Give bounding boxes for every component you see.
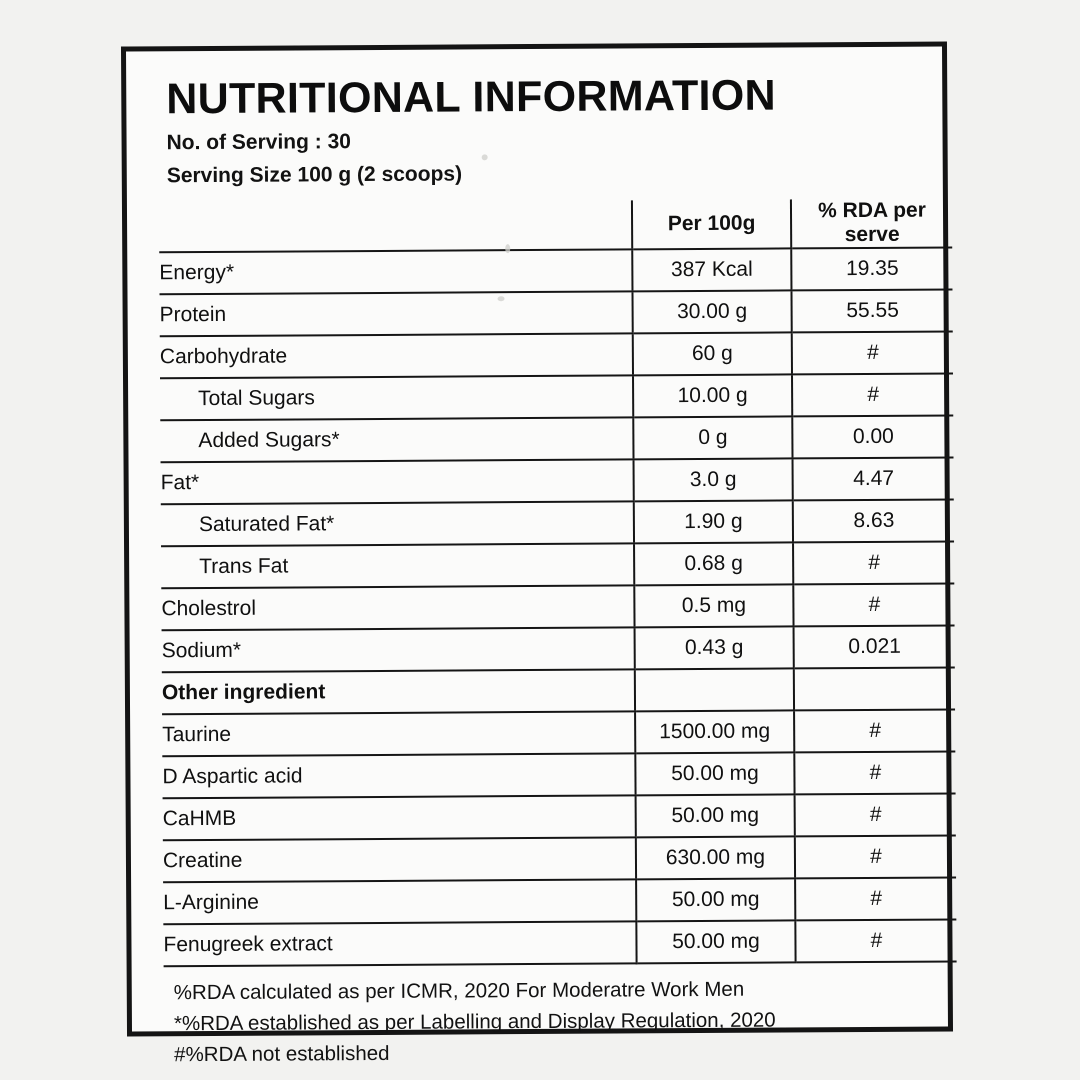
- table-row: [161, 583, 954, 630]
- nutrition-table: [159, 198, 957, 967]
- nutrient-rda: #: [793, 583, 954, 626]
- nutrient-name: Fenugreek extract: [163, 921, 636, 966]
- nutrient-per-100g: 630.00 mg: [636, 836, 795, 879]
- table-row: [162, 625, 955, 672]
- nutrient-name: Protein: [159, 291, 632, 336]
- table-row: [161, 541, 954, 588]
- nutrient-per-100g: 50.00 mg: [636, 794, 795, 837]
- photo-speck: [505, 244, 510, 253]
- nutrient-rda: #: [794, 709, 955, 752]
- servings-count: No. of Serving : 30: [166, 130, 352, 155]
- nutrient-name: Energy*: [159, 249, 632, 294]
- column-header-rda: % RDA per serve: [791, 198, 952, 248]
- table-row: [160, 331, 953, 378]
- nutrient-name: Sodium*: [162, 627, 635, 672]
- nutrient-per-100g: 0 g: [633, 416, 792, 459]
- nutrient-per-100g: [635, 668, 794, 711]
- nutrient-name: Cholestrol: [161, 585, 634, 630]
- table-row: [161, 499, 954, 546]
- nutrient-rda: #: [792, 331, 953, 374]
- nutrient-name: Trans Fat: [161, 543, 634, 588]
- nutrient-name: Carbohydrate: [160, 333, 633, 378]
- table-row: [162, 667, 955, 714]
- nutrient-rda: 8.63: [793, 499, 954, 542]
- nutrient-name: D Aspartic acid: [162, 753, 635, 798]
- footnote-rda-icmr: %RDA calculated as per ICMR, 2020 For Moderatre Work Men: [173, 977, 745, 1005]
- nutrient-rda: #: [792, 373, 953, 416]
- nutrient-name: CaHMB: [163, 795, 636, 840]
- nutrient-rda: 0.021: [794, 625, 955, 668]
- nutrient-per-100g: 0.5 mg: [634, 584, 793, 627]
- table-row: [159, 289, 952, 336]
- serving-size: Serving Size 100 g (2 scoops): [166, 162, 463, 187]
- photo-speck: [482, 154, 488, 160]
- table-row: [159, 247, 952, 294]
- nutrient-rda: #: [794, 751, 955, 794]
- nutrient-rda: 19.35: [791, 247, 952, 290]
- nutrient-per-100g: 0.43 g: [635, 626, 794, 669]
- nutrient-rda: 0.00: [792, 415, 953, 458]
- column-header-name: [159, 200, 632, 252]
- table-row: [162, 709, 955, 756]
- nutrient-rda: 55.55: [791, 289, 952, 332]
- nutrient-per-100g: 1500.00 mg: [635, 710, 794, 753]
- table-row: [163, 835, 956, 882]
- nutrient-per-100g: 0.68 g: [634, 542, 793, 585]
- nutrient-rda: #: [795, 877, 956, 920]
- nutrient-per-100g: 30.00 g: [632, 290, 791, 333]
- nutrient-rda: #: [793, 541, 954, 584]
- page-title: NUTRITIONAL INFORMATION: [166, 71, 777, 124]
- table-row: [161, 457, 954, 504]
- nutrient-name: Taurine: [162, 711, 635, 756]
- nutrient-per-100g: 50.00 mg: [635, 752, 794, 795]
- nutrient-name: Saturated Fat*: [161, 501, 634, 546]
- table-row: [163, 793, 956, 840]
- table-body: [159, 247, 956, 966]
- nutrient-per-100g: 1.90 g: [634, 500, 793, 543]
- nutrient-rda: #: [795, 835, 956, 878]
- nutrient-name: L-Arginine: [163, 879, 636, 924]
- nutrient-per-100g: 50.00 mg: [636, 878, 795, 921]
- nutrient-per-100g: 60 g: [633, 332, 792, 375]
- nutrition-label-panel: [121, 41, 953, 1067]
- photo-speck: [498, 296, 505, 301]
- footnote-rda-not-established: #%RDA not established: [174, 1042, 390, 1067]
- table-header: [159, 198, 952, 252]
- nutrient-name: Added Sugars*: [160, 417, 633, 462]
- nutrient-name: Creatine: [163, 837, 636, 882]
- nutrient-per-100g: 10.00 g: [633, 374, 792, 417]
- nutrient-name: Fat*: [161, 459, 634, 504]
- nutrient-per-100g: 3.0 g: [634, 458, 793, 501]
- nutrient-rda: #: [795, 793, 956, 836]
- table-row: [163, 877, 956, 924]
- table-row: [163, 919, 956, 966]
- nutrient-name: Total Sugars: [160, 375, 633, 420]
- table-row: [160, 415, 953, 462]
- nutrient-name: Other ingredient: [162, 669, 635, 714]
- footnote-rda-regulation: *%RDA established as per Labelling and Display Regulation, 2020: [173, 1008, 776, 1036]
- nutrient-rda: #: [795, 919, 956, 962]
- footnotes: [174, 973, 933, 1071]
- nutrient-per-100g: 387 Kcal: [632, 248, 791, 291]
- nutrient-per-100g: 50.00 mg: [636, 920, 795, 963]
- nutrient-rda: 4.47: [793, 457, 954, 500]
- nutrient-rda: [794, 667, 955, 710]
- table-row: [160, 373, 953, 420]
- column-header-per-100g: Per 100g: [632, 199, 791, 249]
- table-row: [162, 751, 955, 798]
